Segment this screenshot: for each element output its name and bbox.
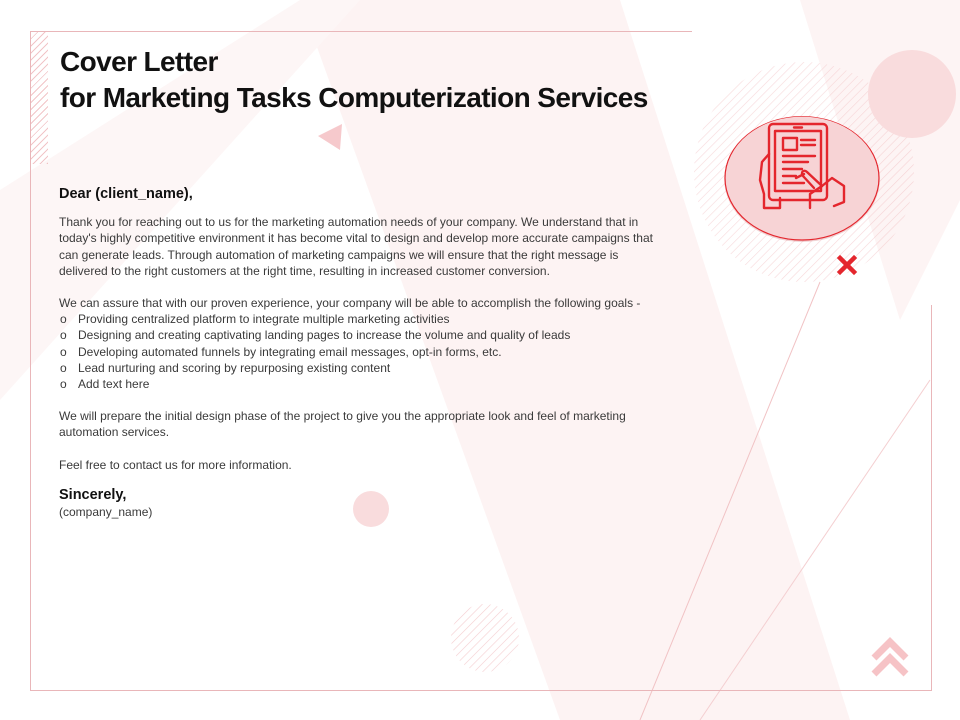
- list-item: [59, 344, 669, 360]
- goal-text: Lead nurturing and scoring by repurposing existing content: [78, 360, 391, 375]
- bullet: o: [60, 360, 67, 375]
- bullet: o: [60, 344, 67, 359]
- goal-text: Providing centralized platform to integrate multiple marketing activities: [78, 312, 450, 327]
- bullet: o: [60, 328, 67, 343]
- pink-circle-top-right: [868, 50, 956, 138]
- goals-list: [59, 311, 669, 392]
- list-item: [59, 360, 669, 376]
- hatched-small-circle: [451, 604, 519, 672]
- list-item: [59, 311, 669, 327]
- title-line-1: Cover Letter: [60, 46, 218, 77]
- bullet: o: [60, 377, 67, 392]
- letter-body: [59, 186, 669, 520]
- bullet: o: [60, 312, 67, 327]
- goal-text: Designing and creating captivating landing pages to increase the volume and quality of leads: [78, 328, 571, 343]
- tablet-touch-icon: [724, 116, 880, 242]
- title-line-2: for Marketing Tasks Computerization Services: [60, 82, 648, 113]
- frame-top: [30, 31, 692, 32]
- frame-bottom: [30, 690, 932, 691]
- goal-text: Developing automated funnels by integrating email messages, opt-in forms, etc.: [78, 344, 502, 359]
- intro-paragraph: Thank you for reaching out to us for the marketing automation needs of your company. We understand that in today's highly competitive environment it has become vital to design and develop more accurate campaigns that can generate leads. Through automation of marketing campaigns we will ensure that the right message is delivered to the right customers at the right time, resulting in increased customer conversion.: [59, 215, 653, 278]
- contact-paragraph: Feel free to contact us for more information.: [59, 457, 292, 472]
- closing: Sincerely,: [59, 486, 127, 503]
- page-title: [60, 44, 700, 116]
- frame-left: [30, 31, 31, 691]
- prepare-paragraph: We will prepare the initial design phase of the project to give you the appropriate look and feel of marketing automation services.: [59, 409, 626, 440]
- list-item: [59, 327, 669, 343]
- pink-triangle: [318, 124, 342, 150]
- double-chevron-up-icon: [874, 642, 906, 674]
- company-name: (company_name): [59, 505, 153, 520]
- frame-right: [931, 305, 932, 691]
- list-item[interactable]: [59, 376, 669, 392]
- assurance-paragraph: We can assure that with our proven experience, your company will be able to accomplish the following goals -: [59, 296, 641, 311]
- greeting: Dear (client_name),: [59, 186, 193, 202]
- goal-text-placeholder[interactable]: Add text here: [78, 377, 150, 392]
- hatch-strip-left: [30, 32, 48, 164]
